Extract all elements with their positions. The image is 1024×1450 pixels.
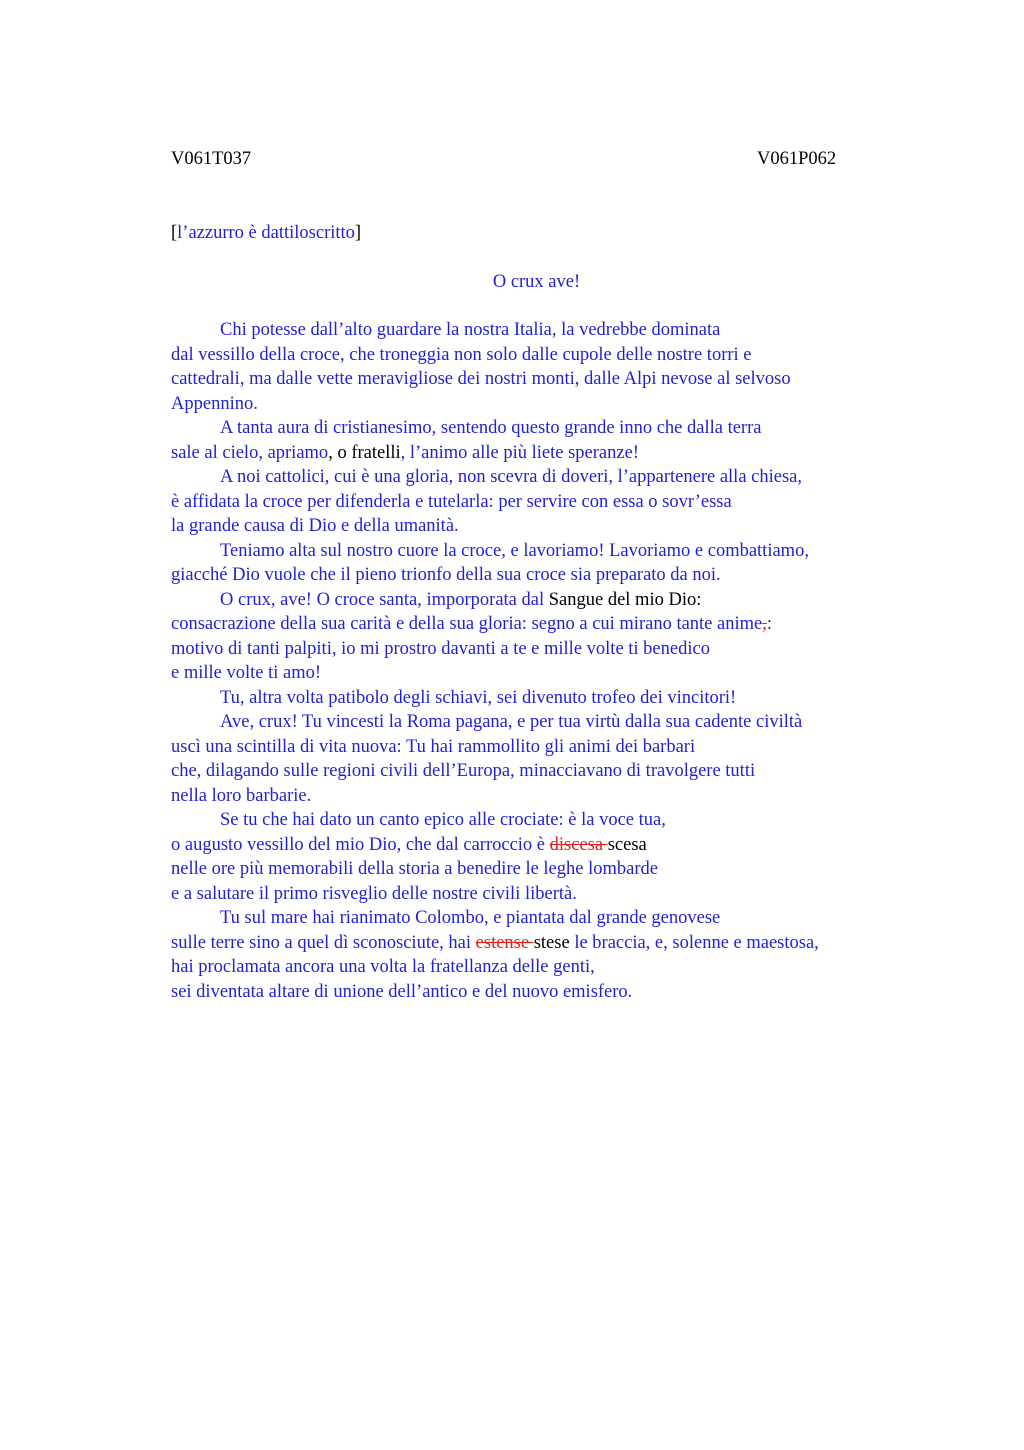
typed-text: o augusto vessillo del mio Dio, che dal carroccio è: [171, 834, 550, 855]
note-close-bracket: ]: [354, 223, 362, 243]
header-right-code: V061P062: [757, 149, 837, 169]
text-line: Chi potesse dall’alto guardare la nostra Italia, la vedrebbe dominata: [220, 320, 721, 340]
text-line: Tu sul mare hai rianimato Colombo, e piantata dal grande genovese: [220, 908, 721, 928]
text-line: Appennino.: [171, 393, 258, 414]
text-line: [171, 833, 931, 858]
handwritten-insert: Sangue del mio Dio:: [548, 589, 702, 610]
text-line: che, dilagando sulle regioni civili dell’Europa, minacciavano di travolgere tutti: [171, 761, 756, 781]
text-line: e a salutare il primo risveglio delle nostre civili libertà.: [171, 883, 577, 904]
typed-text: consacrazione della sua carità e della sua gloria: segno a cui mirano tante anime: [171, 614, 763, 634]
deleted-text: ,: [762, 614, 767, 634]
handwritten-insert: stese: [533, 932, 570, 953]
note-open-bracket: [: [171, 223, 178, 243]
text-line: A noi cattolici, cui è una gloria, non scevra di doveri, l’appartenere alla chiesa,: [220, 467, 803, 487]
header-left-code: V061T037: [171, 149, 252, 169]
text-line: dal vessillo della croce, che troneggia non solo dalle cupole delle nostre torri e: [171, 344, 752, 365]
body-text: [171, 318, 931, 1004]
typed-text: , l’animo alle più liete speranze!: [400, 442, 639, 463]
text-line: motivo di tanti palpiti, io mi prostro davanti a te e mille volte ti benedico: [171, 638, 710, 659]
text-line: nella loro barbarie.: [171, 785, 312, 806]
deleted-text: discesa: [549, 834, 608, 855]
text-line: [171, 612, 931, 637]
handwritten-insert: scesa: [607, 834, 647, 855]
editorial-note: [171, 221, 361, 245]
deleted-text: estense: [475, 932, 534, 953]
typed-text: sulle terre sino a quel dì sconosciute, hai: [171, 932, 476, 953]
text-line: [171, 588, 931, 613]
text-line: hai proclamata ancora una volta la fratellanza delle genti,: [171, 957, 595, 977]
handwritten-insert: , o fratelli: [328, 442, 401, 463]
typed-text: sale al cielo, apriamo: [171, 442, 329, 463]
text-line: è affidata la croce per difenderla e tutelarla: per servire con essa o sovr’essa: [171, 491, 732, 512]
text-line: [171, 931, 931, 956]
text-line: nelle ore più memorabili della storia a benedire le leghe lombarde: [171, 859, 658, 879]
text-line: Ave, crux! Tu vincesti la Roma pagana, e per tua virtù dalla sua cadente civiltà: [220, 712, 803, 732]
typed-text: le braccia, e, solenne e maestosa,: [569, 932, 819, 953]
text-line: Se tu che hai dato un canto epico alle crociate: è la voce tua,: [220, 810, 666, 830]
page-title: O crux ave!: [492, 272, 581, 292]
text-line: Tu, altra volta patibolo degli schiavi, sei divenuto trofeo dei vincitori!: [220, 687, 737, 708]
typed-text: :: [766, 614, 772, 634]
text-line: cattedrali, ma dalle vette meravigliose dei nostri monti, dalle Alpi nevose al selvoso: [171, 369, 791, 389]
text-line: [171, 441, 931, 466]
text-line: la grande causa di Dio e della umanità.: [171, 516, 459, 536]
note-text: l’azzurro è dattiloscritto: [177, 223, 355, 243]
text-line: uscì una scintilla di vita nuova: Tu hai rammollito gli animi dei barbari: [171, 736, 696, 757]
text-line: sei diventata altare di unione dell’antico e del nuovo emisfero.: [171, 981, 633, 1002]
text-line: Teniamo alta sul nostro cuore la croce, e lavoriamo! Lavoriamo e combattiamo,: [220, 540, 809, 561]
text-line: giacché Dio vuole che il pieno trionfo della sua croce sia preparato da noi.: [171, 565, 721, 585]
text-line: A tanta aura di cristianesimo, sentendo questo grande inno che dalla terra: [220, 418, 762, 438]
text-line: e mille volte ti amo!: [171, 663, 322, 683]
typed-text: O crux, ave! O croce santa, imporporata dal: [220, 589, 549, 610]
